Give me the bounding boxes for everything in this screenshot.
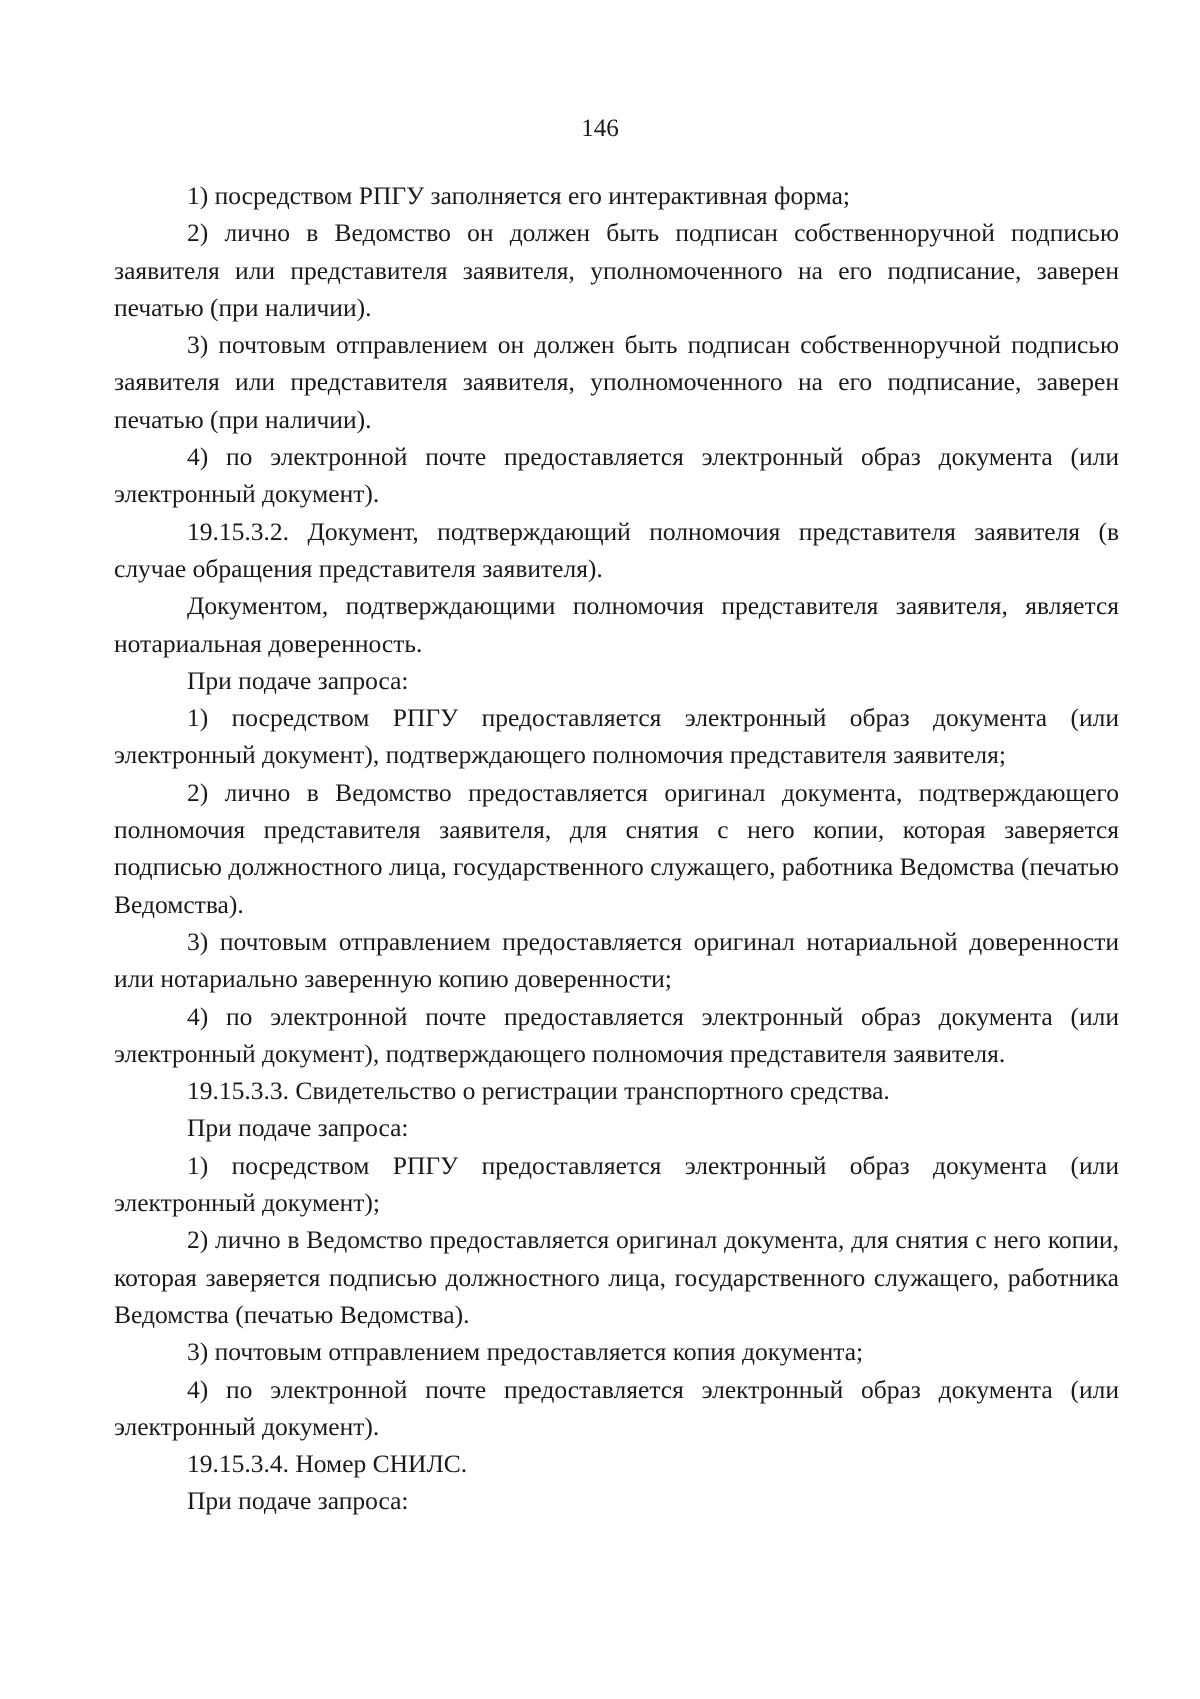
paragraph: 3) почтовым отправлением предоставляется копия документа; bbox=[187, 1337, 864, 1367]
paragraph: 1) посредством РПГУ предоставляется электронный образ документа (или электронный документ); bbox=[114, 1150, 1119, 1218]
paragraph: При подаче запроса: bbox=[187, 1113, 409, 1143]
paragraph: 2) лично в Ведомство предоставляется оригинал документа, подтверждающего полномочия представителя заявителя, для снятия с него копии, которая заверяется подписью должностного лица, государственного служащего, работника Ведомства (печатью Ведомства). bbox=[114, 777, 1119, 919]
paragraph: 4) по электронной почте предоставляется электронный образ документа (или электронный документ). bbox=[114, 442, 1119, 509]
paragraph: 4) по электронной почте предоставляется электронный образ документа (или электронный документ), подтверждающего полномочия представителя заявителя. bbox=[114, 1001, 1119, 1068]
paragraph: 3) почтовым отправлением он должен быть подписан собственноручной подписью заявителя или представителя заявителя, уполномоченного на его подписание, заверен печатью (при наличии). bbox=[114, 330, 1119, 434]
paragraph: 2) лично в Ведомство он должен быть подписан собственноручной подписью заявителя или представителя заявителя, уполномоченного на его подписание, заверен печатью (при наличии). bbox=[114, 218, 1119, 322]
paragraph: 2) лично в Ведомство предоставляется оригинал документа, для снятия с него копии, которая заверяется подписью должностного лица, государственного служащего, работника Ведомства (печатью Ведомства). bbox=[114, 1225, 1119, 1329]
paragraph: При подаче запроса: bbox=[187, 1486, 409, 1516]
section-heading-19-15-3-2: 19.15.3.2. Документ, подтверждающий полномочия представителя заявителя (в случае обращения представителя заявителя). bbox=[114, 516, 1119, 583]
paragraph: 4) по электронной почте предоставляется электронный образ документа (или электронный документ). bbox=[114, 1374, 1119, 1441]
paragraph: При подаче запроса: bbox=[187, 665, 409, 695]
paragraph: 1) посредством РПГУ заполняется его интерактивная форма; bbox=[187, 181, 850, 210]
paragraph: 1) посредством РПГУ предоставляется электронный образ документа (или электронный документ), подтверждающего полномочия представителя заявителя; bbox=[114, 703, 1119, 770]
page-number: 146 bbox=[581, 115, 619, 142]
section-heading-19-15-3-3: 19.15.3.3. Свидетельство о регистрации транспортного средства. bbox=[187, 1076, 890, 1106]
paragraph: Документом, подтверждающими полномочия представителя заявителя, является нотариальная доверенность. bbox=[114, 591, 1119, 658]
document-body bbox=[114, 177, 1119, 1520]
section-heading-19-15-3-4: 19.15.3.4. Номер СНИЛС. bbox=[187, 1449, 468, 1479]
paragraph: 3) почтовым отправлением предоставляется оригинал нотариальной доверенности или нотариально заверенную копию доверенности; bbox=[114, 926, 1119, 994]
